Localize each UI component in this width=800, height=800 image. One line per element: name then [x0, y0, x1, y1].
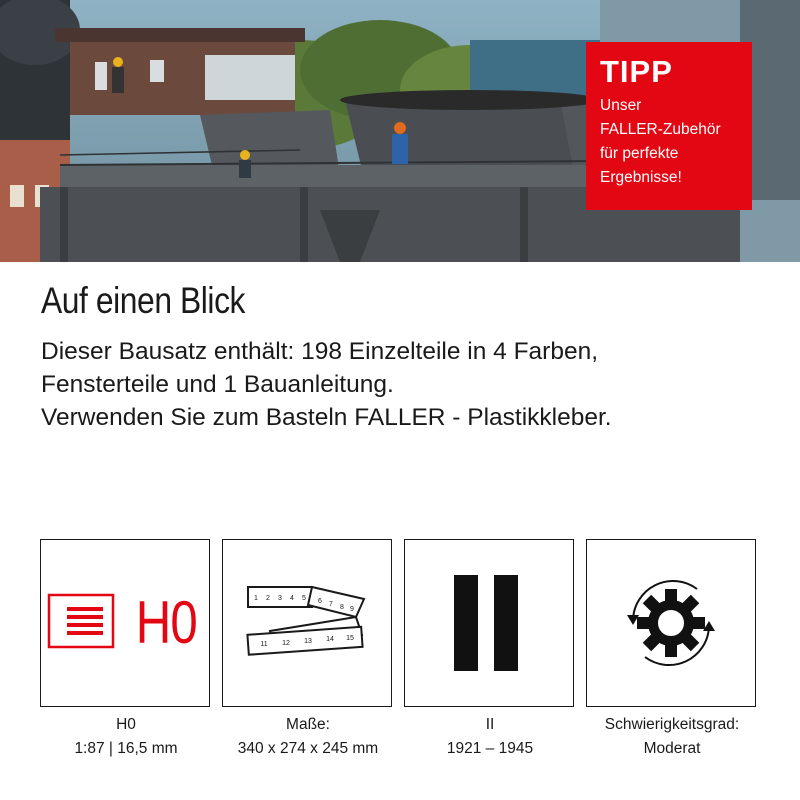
feature-scale-caption: [40, 713, 212, 761]
feature-value: 1921 – 1945: [446, 740, 534, 757]
feature-epoch-box: [404, 539, 574, 707]
feature-value: Moderat: [643, 740, 701, 757]
ruler-tick-label: 9: [350, 606, 354, 613]
ruler-tick-label: 1: [254, 595, 258, 602]
ruler-tick-label: 2: [266, 595, 270, 602]
feature-value: 340 x 274 x 245 mm: [237, 740, 379, 757]
ruler-tick-label: 11: [260, 641, 268, 648]
feature-scale-box: [40, 539, 210, 707]
ruler-tick-label: 3: [278, 595, 282, 602]
ruler-tick-label: 5: [302, 595, 306, 602]
ruler-tick-label: 14: [326, 636, 334, 643]
feature-difficulty-caption: [586, 713, 758, 761]
tip-line: für perfekte: [600, 145, 679, 162]
difficulty-gear-icon: [611, 573, 731, 673]
feature-scale: [40, 539, 214, 761]
ruler-tick-label: 15: [346, 635, 354, 642]
overview-heading: Auf einen Blick: [41, 280, 246, 321]
ruler-tick-label: 13: [304, 638, 312, 645]
feature-dimensions-caption: [222, 713, 394, 761]
ruler-tick-label: 7: [329, 601, 333, 608]
feature-difficulty: [586, 539, 760, 761]
feature-label: Schwierigkeitsgrad:: [604, 716, 740, 733]
overview-line: Verwenden Sie zum Basteln FALLER - Plastikkleber.: [41, 404, 612, 431]
ruler-tick-label: 6: [318, 598, 322, 605]
ruler-icon: [242, 583, 372, 663]
ruler-tick-label: 12: [282, 640, 290, 647]
feature-label: H0: [116, 716, 136, 733]
overview-text: [41, 335, 781, 434]
scale-gauge-icon: [47, 593, 119, 653]
feature-dimensions-box: [222, 539, 392, 707]
feature-epoch-caption: [404, 713, 576, 761]
epoch-icon: [454, 575, 524, 671]
tip-box: [586, 42, 752, 210]
feature-difficulty-box: [586, 539, 756, 707]
scale-gauge-text: H0: [135, 589, 197, 656]
ruler-tick-label: 8: [340, 604, 344, 611]
feature-dimensions: [222, 539, 396, 761]
ruler-tick-label: 4: [290, 595, 294, 602]
tip-line: Ergebnisse!: [600, 169, 682, 186]
feature-label: Maße:: [286, 716, 330, 733]
overview-line: Dieser Bausatz enthält: 198 Einzelteile in 4 Farben,: [41, 338, 599, 365]
tip-line: Unser: [600, 97, 642, 114]
overview-line: Fensterteile und 1 Bauanleitung.: [41, 371, 394, 398]
tip-title: TIPP: [600, 54, 673, 89]
feature-value: 1:87 | 16,5 mm: [74, 740, 178, 757]
feature-epoch: [404, 539, 578, 761]
feature-label: II: [485, 716, 495, 733]
tip-line: FALLER-Zubehör: [600, 121, 721, 138]
